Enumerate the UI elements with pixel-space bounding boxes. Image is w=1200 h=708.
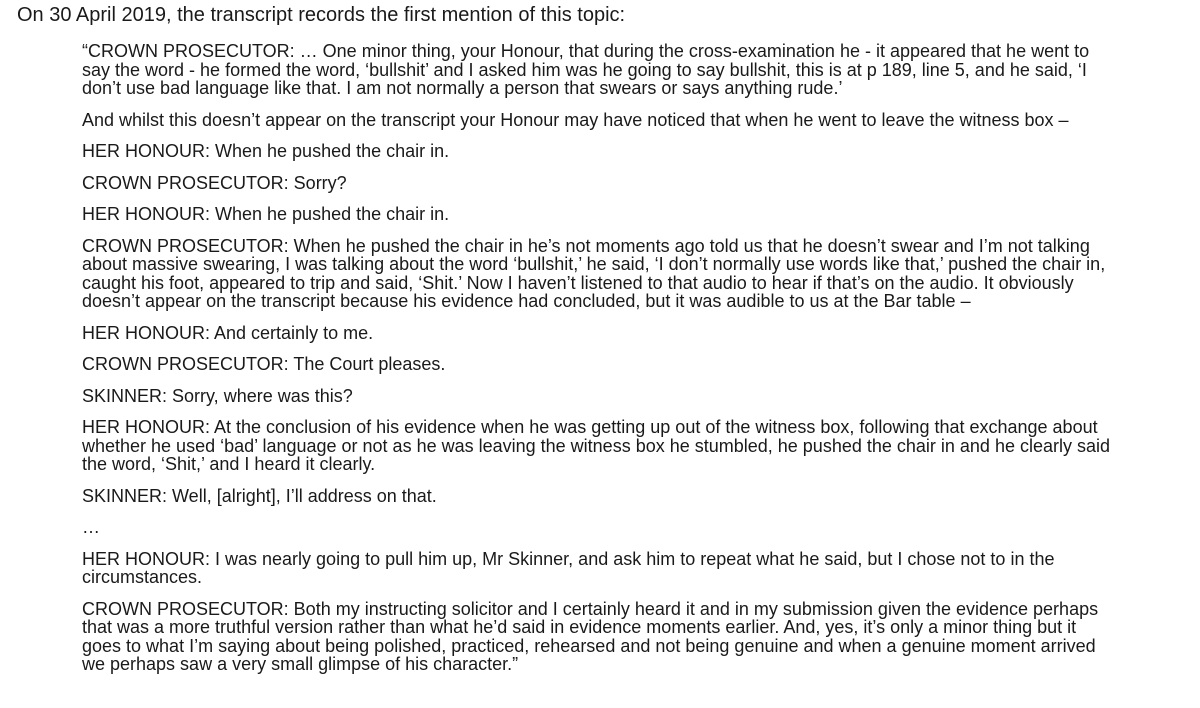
transcript-line: HER HONOUR: I was nearly going to pull him up, Mr Skinner, and ask him to repeat what he said, but I chose not to in the [82, 548, 1055, 569]
transcript-paragraph [82, 111, 1200, 130]
transcript-line: goes to what I’m saying about being polished, practiced, rehearsed and not being genuine and when a genuine moment arrived [82, 635, 1096, 656]
transcript-line: … [82, 517, 100, 537]
transcript-line: the word, ‘Shit,’ and I heard it clearly. [82, 454, 376, 474]
transcript-line: HER HONOUR: At the conclusion of his evidence when he was getting up out of the witness box, following that exchange about [82, 417, 1098, 437]
transcript-line: CROWN PROSECUTOR: Sorry? [82, 172, 347, 193]
transcript-line: CROWN PROSECUTOR: When he pushed the chair in he’s not moments ago told us that he doesn’t swear and I’m not talking [82, 235, 1090, 256]
transcript-line: HER HONOUR: When he pushed the chair in. [82, 204, 450, 224]
transcript-line: whether he used ‘bad’ language or not as he was leaving the witness box he stumbled, he pushed the chair in and he clearly said [82, 435, 1110, 456]
transcript-paragraph [82, 600, 1200, 674]
intro-sentence: On 30 April 2019, the transcript records the first mention of this topic: [17, 4, 626, 26]
transcript-paragraph [82, 418, 1200, 474]
transcript-paragraph [82, 142, 1200, 161]
transcript-line: about massive swearing, I was talking about the word ‘bullshit,’ he said, ‘I don’t normally use words like that,’ pushed the chair in, [82, 254, 1106, 274]
transcript-line: HER HONOUR: When he pushed the chair in. [82, 141, 450, 161]
transcript-paragraph [82, 205, 1200, 224]
transcript-line: CROWN PROSECUTOR: Both my instructing solicitor and I certainly heard it and in my submission given the evidence perhaps [82, 598, 1099, 619]
transcript-paragraph [82, 550, 1200, 587]
transcript-line: CROWN PROSECUTOR: The Court pleases. [82, 354, 446, 374]
transcript-line: SKINNER: Well, [alright], I’ll address on that. [82, 485, 437, 506]
transcript-paragraph [82, 487, 1200, 506]
transcript-line: circumstances. [82, 567, 203, 587]
transcript-ellipsis [82, 518, 1200, 537]
transcript-line: And whilst this doesn’t appear on the transcript your Honour may have noticed that when he went to leave the witness box – [82, 109, 1069, 130]
transcript-line: caught his foot, appeared to trip and said, ‘Shit.’ Now I haven’t listened to that audio to hear if that’s on the audio. It obviously [82, 272, 1074, 293]
transcript-line: doesn’t appear on the transcript because his evidence had concluded, but it was audible to us at the Bar table – [82, 291, 971, 311]
transcript-quote [82, 42, 1200, 687]
transcript-line: “CROWN PROSECUTOR: … One minor thing, your Honour, that during the cross-examination he - it appeared that he went to [82, 41, 1090, 61]
transcript-line: SKINNER: Sorry, where was this? [82, 385, 353, 406]
transcript-line: we perhaps saw a very small glimpse of his character.” [82, 654, 519, 674]
transcript-paragraph [82, 174, 1200, 193]
transcript-paragraph [82, 355, 1200, 374]
transcript-line: say the word - he formed the word, ‘bullshit’ and I asked him was he going to say bullshit, this is at p 189, line 5, and he said, ‘I [82, 59, 1087, 80]
transcript-line: don’t use bad language like that. I am not normally a person that swears or says anything rude.’ [82, 78, 843, 98]
transcript-paragraph [82, 387, 1200, 406]
transcript-paragraph [82, 237, 1200, 311]
transcript-line: HER HONOUR: And certainly to me. [82, 322, 374, 343]
transcript-paragraph [82, 42, 1200, 98]
transcript-line: that was a more truthful version rather than what he’d said in evidence moments earlier. And, yes, it’s only a minor thing but it [82, 617, 1077, 637]
transcript-paragraph [82, 324, 1200, 343]
